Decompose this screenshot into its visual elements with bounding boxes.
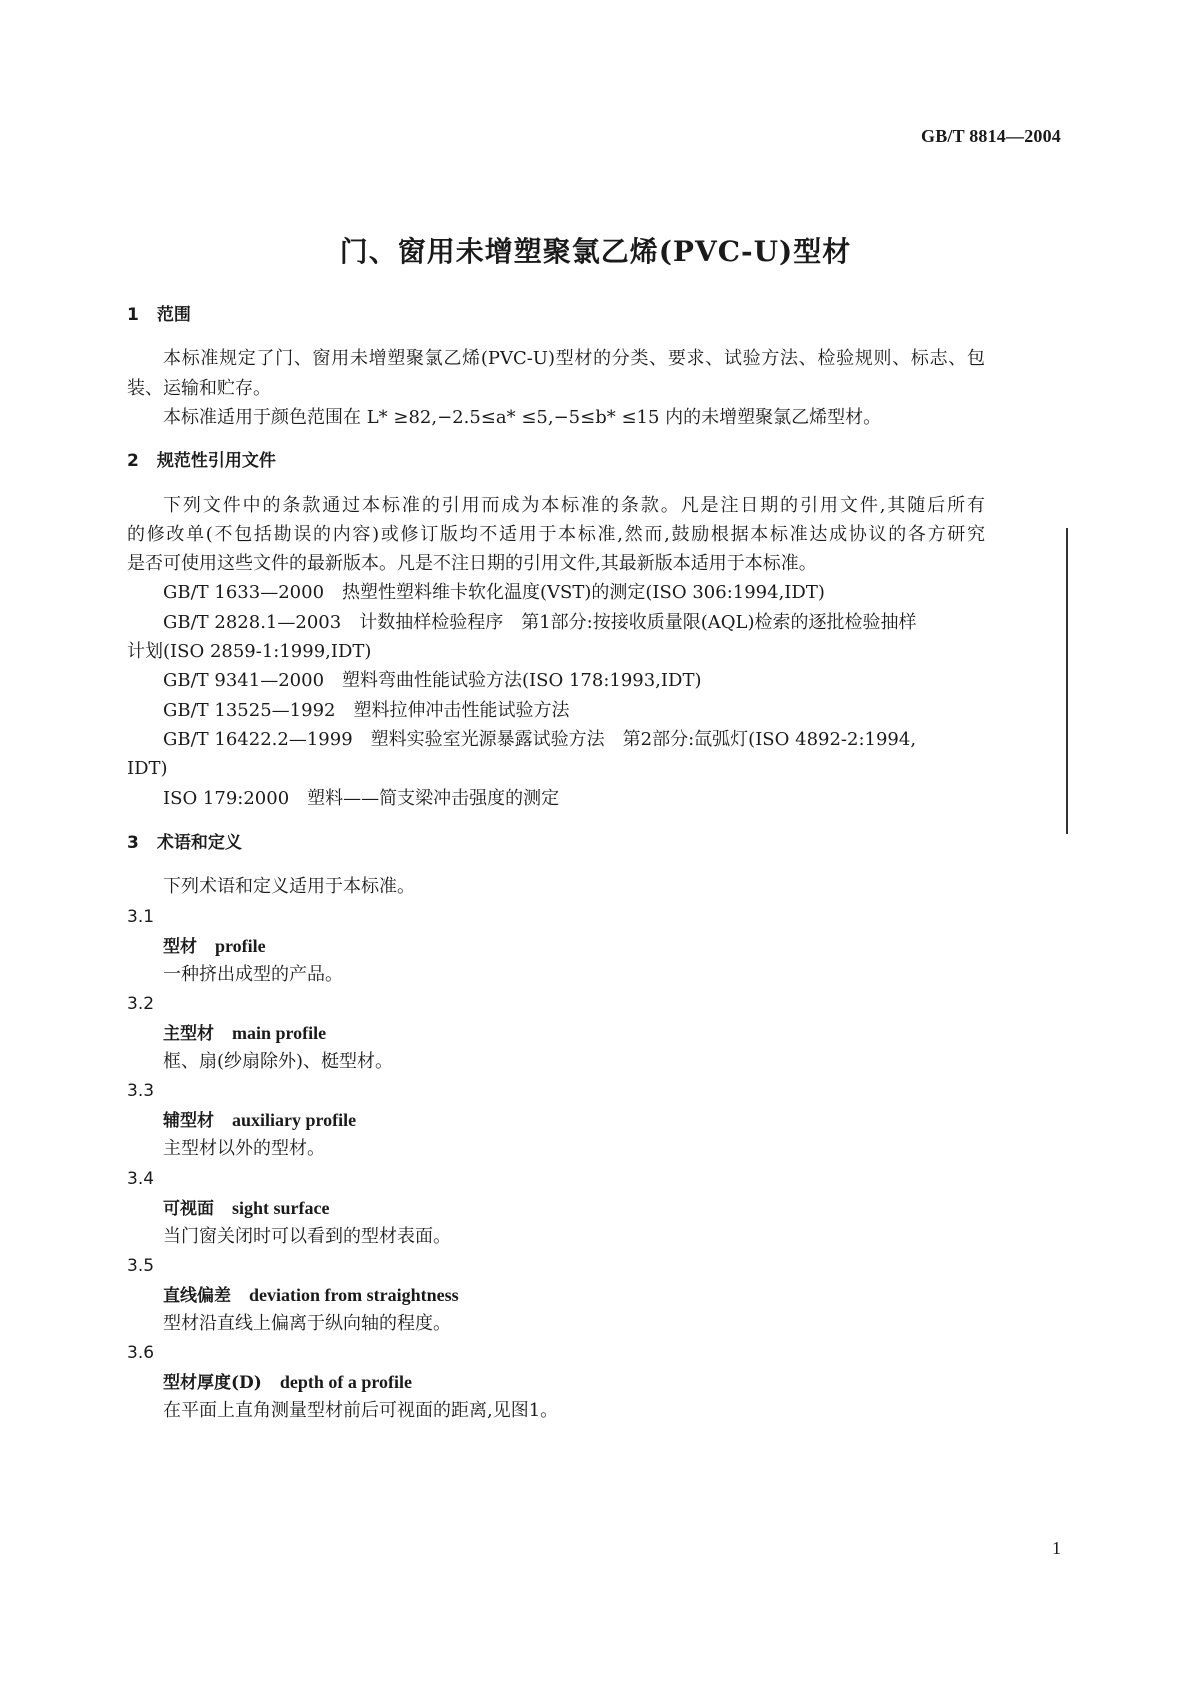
term-chinese: 直线偏差 <box>163 1286 231 1306</box>
section-number: 2 <box>127 451 139 471</box>
term-english: deviation from straightness <box>249 1285 459 1305</box>
section-3-heading <box>127 831 242 855</box>
term-chinese: 型材厚度(D) <box>163 1373 262 1393</box>
section-title: 范围 <box>156 305 191 325</box>
reference-code: GB/T 13525—1992 <box>163 700 336 721</box>
term-definition: 一种挤出成型的产品。 <box>163 964 343 985</box>
term-chinese: 可视面 <box>163 1199 214 1219</box>
paragraph-line: 下列术语和定义适用于本标准。 <box>163 876 415 897</box>
term-heading <box>163 1021 326 1046</box>
paragraph-line: 装、运输和贮存。 <box>127 378 271 399</box>
reference-title: 热塑性塑料维卡软化温度(VST)的测定(ISO 306:1994,IDT) <box>342 582 825 603</box>
reference-entry <box>163 581 825 605</box>
section-2-heading <box>127 449 276 473</box>
term-definition: 主型材以外的型材。 <box>163 1138 325 1159</box>
reference-title: 计数抽样检验程序 第1部分:按接收质量限(AQL)检索的逐批检验抽样 <box>359 612 917 633</box>
term-heading <box>163 1370 412 1395</box>
reference-title: 塑料弯曲性能试验方法(ISO 178:1993,IDT) <box>342 670 702 691</box>
revision-bar <box>1066 528 1068 834</box>
term-heading <box>163 1196 330 1221</box>
reference-code: GB/T 9341—2000 <box>163 670 325 691</box>
term-english: main profile <box>232 1023 327 1043</box>
reference-continuation: 计划(ISO 2859-1:1999,IDT) <box>127 641 372 662</box>
reference-entry <box>163 699 569 723</box>
reference-code: GB/T 1633—2000 <box>163 582 325 603</box>
section-title: 规范性引用文件 <box>156 451 276 471</box>
reference-entry <box>163 787 559 811</box>
term-english: auxiliary profile <box>232 1110 357 1130</box>
reference-entry <box>163 728 985 752</box>
term-number: 3.5 <box>127 1256 155 1276</box>
paragraph-line: 是否可使用这些文件的最新版本。凡是不注日期的引用文件,其最新版本适用于本标准。 <box>127 553 817 574</box>
reference-code: GB/T 2828.1—2003 <box>163 612 342 633</box>
reference-continuation: IDT) <box>127 758 168 779</box>
paragraph-line: 本标准适用于颜色范围在 L* ≥82,−2.5≤a* ≤5,−5≤b* ≤15 内的未增塑聚氯乙烯型材。 <box>163 407 882 428</box>
term-definition: 框、扇(纱扇除外)、梃型材。 <box>163 1051 394 1072</box>
term-number: 3.4 <box>127 1169 155 1189</box>
reference-entry <box>163 611 985 635</box>
paragraph-line: 下列文件中的条款通过本标准的引用而成为本标准的条款。凡是注日期的引用文件,其随后所有 <box>163 495 985 516</box>
paragraph-line: 本标准规定了门、窗用未增塑聚氯乙烯(PVC-U)型材的分类、要求、试验方法、检验规则、标志、包 <box>163 348 985 369</box>
term-definition: 当门窗关闭时可以看到的型材表面。 <box>163 1226 451 1247</box>
term-number: 3.1 <box>127 907 155 927</box>
document-code: GB/T 8814—2004 <box>921 126 1061 146</box>
term-number: 3.2 <box>127 994 155 1014</box>
page-number: 1 <box>1052 1538 1061 1558</box>
term-english: sight surface <box>232 1198 330 1218</box>
term-english: profile <box>215 936 266 956</box>
term-chinese: 型材 <box>163 937 197 957</box>
section-title: 术语和定义 <box>156 833 242 853</box>
term-english: depth of a profile <box>279 1372 413 1392</box>
term-heading <box>163 1283 459 1308</box>
term-heading <box>163 1108 356 1133</box>
term-number: 3.3 <box>127 1081 155 1101</box>
term-number: 3.6 <box>127 1343 155 1363</box>
reference-title: 塑料拉伸冲击性能试验方法 <box>353 700 570 721</box>
term-chinese: 辅型材 <box>163 1111 214 1131</box>
term-definition: 在平面上直角测量型材前后可视面的距离,见图1。 <box>163 1400 559 1421</box>
paragraph-line: 的修改单(不包括勘误的内容)或修订版均不适用于本标准,然而,鼓励根据本标准达成协议的各方研究 <box>127 524 985 545</box>
reference-entry <box>163 669 701 693</box>
reference-title: 塑料——简支梁冲击强度的测定 <box>307 788 560 809</box>
reference-code: GB/T 16422.2—1999 <box>163 729 353 750</box>
reference-title: 塑料实验室光源暴露试验方法 第2部分:氙弧灯(ISO 4892-2:1994, <box>370 729 917 750</box>
term-chinese: 主型材 <box>163 1024 214 1044</box>
section-1-heading <box>127 303 191 327</box>
document-title: 门、窗用未增塑聚氯乙烯(PVC-U)型材 <box>339 235 852 268</box>
section-number: 3 <box>127 833 139 853</box>
reference-code: ISO 179:2000 <box>163 788 290 809</box>
section-number: 1 <box>127 305 139 325</box>
term-heading <box>163 934 266 959</box>
term-definition: 型材沿直线上偏离于纵向轴的程度。 <box>163 1313 451 1334</box>
